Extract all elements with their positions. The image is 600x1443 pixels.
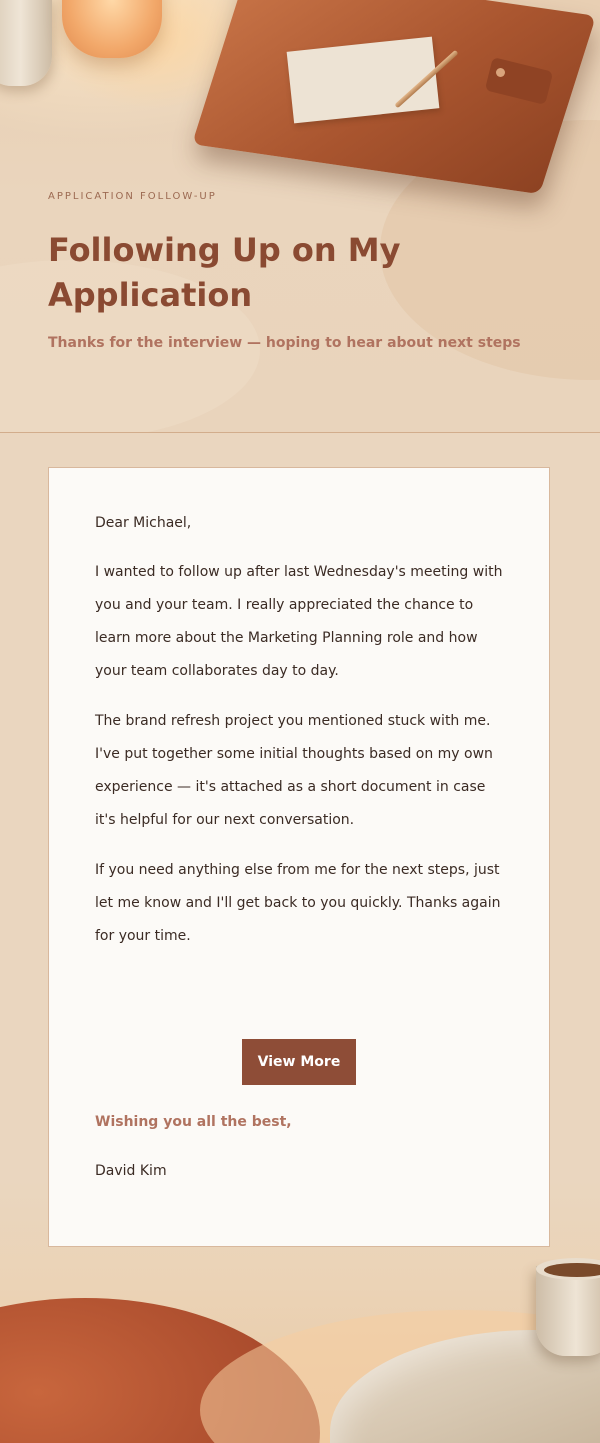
ceramic-cup-image: [0, 0, 52, 86]
cta-container: [49, 1039, 549, 1085]
header-divider: [0, 432, 600, 433]
hero-header: [0, 0, 600, 432]
letter-greeting: Dear Michael,: [95, 515, 192, 531]
note-card-image: [287, 37, 440, 124]
letter-paragraph: If you need anything else from me for the next steps, just let me know and I'll get back to you quickly. Thanks again for your time.: [95, 862, 501, 944]
coffee-surface: [544, 1263, 600, 1277]
view-more-button[interactable]: View More: [242, 1039, 356, 1085]
notebook-snap-image: [496, 68, 505, 77]
letter-signature: David Kim: [95, 1163, 167, 1179]
page-subtitle: Thanks for the interview — hoping to hear about next steps: [48, 335, 521, 351]
letter-signoff: Wishing you all the best,: [95, 1114, 292, 1130]
letter-body: [95, 512, 510, 970]
page-title: Following Up on My Application: [48, 231, 401, 314]
eyebrow-label: APPLICATION FOLLOW-UP: [48, 191, 217, 202]
letter-paragraph: I wanted to follow up after last Wednesday's meeting with you and your team. I really appreciated the chance to learn more about the Marketing Planning role and how your team collaborates day to day.: [95, 564, 503, 679]
letter-card: [48, 467, 550, 1247]
letter-paragraph: The brand refresh project you mentioned stuck with me. I've put together some initial thoughts based on my own experience — it's attached as a short document in case it's helpful for our next conversation.: [95, 713, 493, 828]
